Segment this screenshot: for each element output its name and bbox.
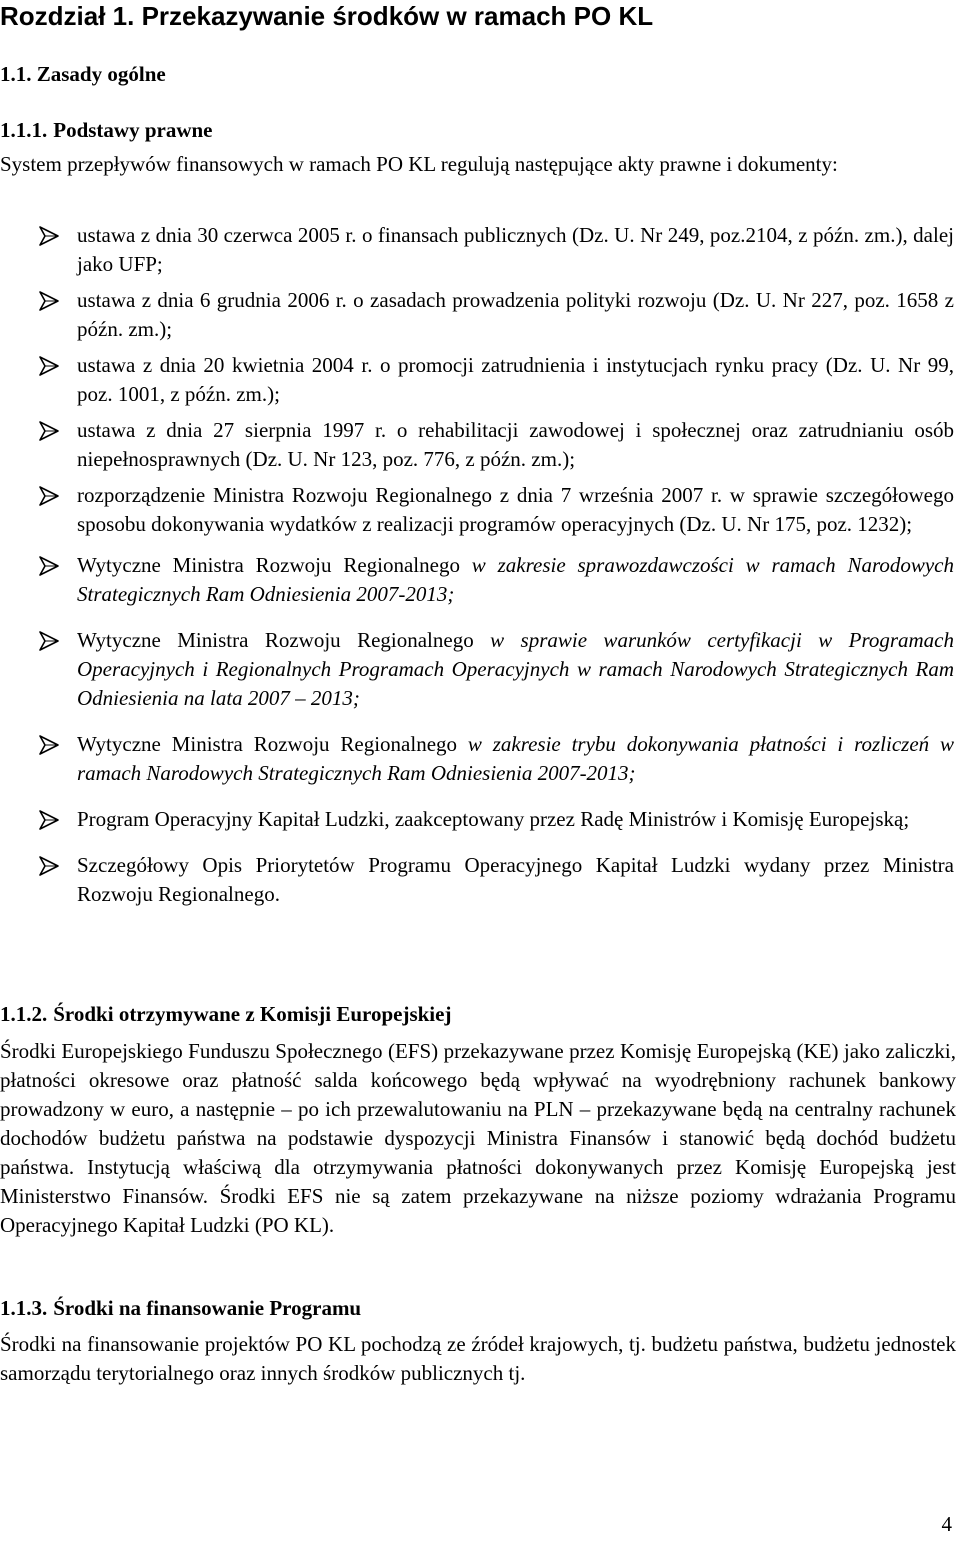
- arrowhead-bullet-icon: [38, 630, 60, 652]
- arrowhead-bullet-icon: [38, 355, 60, 377]
- section-heading: Podstawy prawne: [53, 118, 213, 142]
- arrowhead-bullet-icon: [38, 855, 60, 877]
- list-item-text: Wytyczne Ministra Rozwoju Regionalnego: [77, 628, 491, 652]
- list-item: [0, 551, 958, 609]
- arrowhead-bullet-icon: [38, 555, 60, 577]
- arrowhead-bullet-icon: [38, 420, 60, 442]
- list-item: [0, 286, 958, 344]
- section-title-1-1-3: [0, 1294, 361, 1323]
- list-item-text: Wytyczne Ministra Rozwoju Regionalnego: [77, 732, 468, 756]
- section-number: 1.1.2.: [0, 1002, 48, 1026]
- list-item-text: Program Operacyjny Kapitał Ludzki, zaakceptowany przez Radę Ministrów i Komisję Europejską;: [77, 807, 910, 831]
- list-item-text: Wytyczne Ministra Rozwoju Regionalnego: [77, 553, 472, 577]
- list-item: [0, 221, 958, 279]
- section-title-1-1-1: [0, 116, 213, 145]
- list-item: [0, 730, 958, 788]
- section-heading: Środki otrzymywane z Komisji Europejskiej: [53, 1002, 452, 1026]
- list-item-text: ustawa z dnia 20 kwietnia 2004 r. o promocji zatrudnienia i instytucjach rynku pracy (Dz. U. Nr 99, poz. 1001, z późn. zm.);: [77, 353, 954, 406]
- page-number: 4: [941, 1512, 952, 1536]
- list-item-italic-text: w zakresie sprawozdawczości w ramach Narodowych Strategicznych Ram Odniesienia 2007-2013;: [77, 553, 955, 606]
- list-item: [0, 851, 958, 909]
- list-item-italic-text: w zakresie trybu dokonywania płatności i rozliczeń w ramach Narodowych Strategicznych Ram Odniesienia 2007-2013;: [77, 732, 954, 785]
- section-title-1-1-2: [0, 1000, 451, 1029]
- list-item: [0, 351, 958, 409]
- list-item: [0, 416, 958, 474]
- arrowhead-bullet-icon: [38, 290, 60, 312]
- programme-financing-paragraph: Środki na finansowanie projektów PO KL pochodzą ze źródeł krajowych, tj. budżetu państwa, budżetu jednostek samorządu terytorialnego oraz innych środków publicznych tj.: [0, 1332, 956, 1385]
- legal-acts-list: [0, 221, 958, 909]
- list-item: [0, 626, 958, 713]
- list-item: [0, 481, 958, 539]
- section-number: 1.1.3.: [0, 1296, 48, 1320]
- list-item-italic-text: w sprawie warunków certyfikacji w Programach Operacyjnych i Regionalnych Programach Operacyjnych w ramach Narodowych Strategicznych Ram Odniesienia na lata 2007 – 2013;: [77, 628, 954, 710]
- section-title-1-1: 1.1. Zasady ogólne: [0, 62, 166, 86]
- section-number: 1.1.1.: [0, 118, 48, 142]
- list-item-text: Szczegółowy Opis Priorytetów Programu Operacyjnego Kapitał Ludzki wydany przez Ministra Rozwoju Regionalnego.: [77, 853, 954, 906]
- list-item-text: ustawa z dnia 30 czerwca 2005 r. o finansach publicznych (Dz. U. Nr 249, poz.2104, z późn. zm.), dalej jako UFP;: [77, 223, 954, 276]
- arrowhead-bullet-icon: [38, 485, 60, 507]
- list-item-text: rozporządzenie Ministra Rozwoju Regionalnego z dnia 7 września 2007 r. w sprawie szczegółowego sposobu dokonywania wydatków z realizacji programów operacyjnych (Dz. U. Nr 175, poz. 1232);: [77, 483, 954, 536]
- section-heading: Środki na finansowanie Programu: [53, 1296, 362, 1320]
- arrowhead-bullet-icon: [38, 809, 60, 831]
- arrowhead-bullet-icon: [38, 225, 60, 247]
- arrowhead-bullet-icon: [38, 734, 60, 756]
- list-item: [0, 805, 958, 834]
- list-item-text: ustawa z dnia 27 sierpnia 1997 r. o rehabilitacji zawodowej i społecznej oraz zatrudnianiu osób niepełnosprawnych (Dz. U. Nr 123, poz. 776, z późn. zm.);: [77, 418, 954, 471]
- legal-basis-intro: System przepływów finansowych w ramach PO KL regulują następujące akty prawne i dokumenty:: [0, 152, 838, 176]
- list-item-text: ustawa z dnia 6 grudnia 2006 r. o zasadach prowadzenia polityki rozwoju (Dz. U. Nr 227, poz. 1658 z późn. zm.);: [77, 288, 954, 341]
- ec-funds-paragraph: Środki Europejskiego Funduszu Społecznego (EFS) przekazywane przez Komisję Europejską (KE) jako zaliczki, płatności okresowe oraz płatność salda końcowego będą wpływać na wyodrębniony rachunek bankowy prowadzony w euro, a następnie – po ich przewalutowaniu na PLN – przekazywane będą na centralny rachunek dochodów budżetu państwa na podstawie dyspozycji Ministra Finansów i stanowić będą dochód budżetu państwa. Instytucją właściwą dla otrzymywania płatności dokonywanych przez Komisję Europejską jest Ministerstwo Finansów. Środki EFS nie są zatem przekazywane na niższe poziomy wdrażania Programu Operacyjnego Kapitał Ludzki (PO KL).: [0, 1039, 956, 1237]
- chapter-title: Rozdział 1. Przekazywanie środków w ramach PO KL: [0, 1, 654, 31]
